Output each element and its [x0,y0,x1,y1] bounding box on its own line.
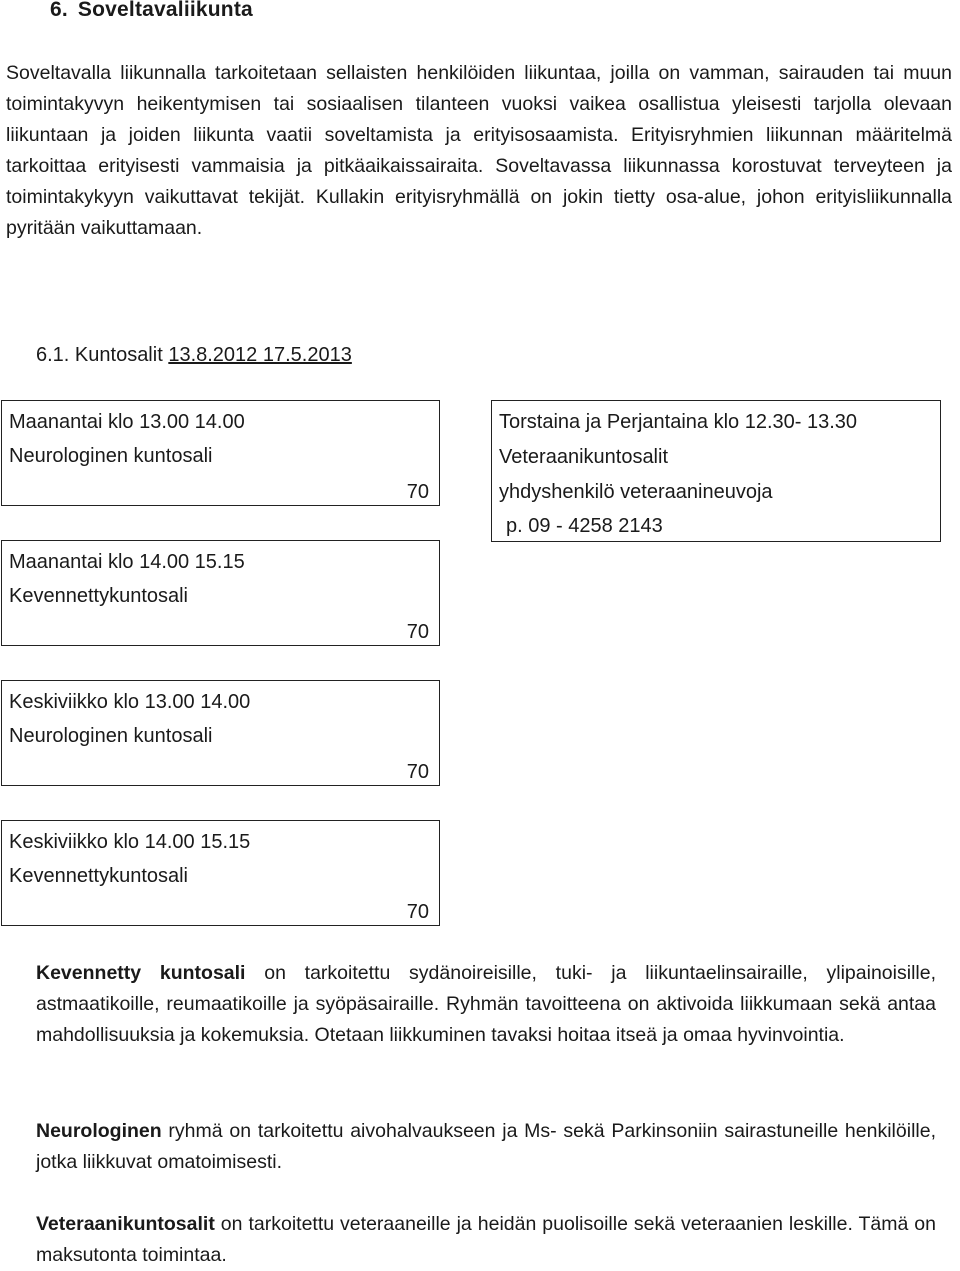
veterans-phone: p. 09 - 4258 2143 [506,515,663,537]
session-price: 70 [406,481,429,503]
subsection-date-range: 13.8.2012 17.5.2013 [168,344,352,366]
session-place: Kevennettykuntosali [9,865,189,887]
subsection-number: 6.1. [36,344,70,366]
session-price: 70 [406,621,429,643]
session-time: Maanantai klo 14.00 15.15 [9,551,245,573]
session-price: 70 [406,761,429,783]
veterans-box [491,400,941,542]
session-box [1,540,440,646]
veterans-time: Torstaina ja Perjantaina klo 12.30- 13.30 [499,411,858,433]
session-box [1,820,440,926]
veterans-place: Veteraanikuntosalit [499,446,669,468]
subsection-heading [36,343,352,367]
section-title: Soveltavaliikunta [77,0,253,21]
section-heading [50,0,253,22]
session-place: Neurologinen kuntosali [9,725,213,747]
description-term: Neurologinen [36,1120,162,1142]
intro-paragraph: Soveltavalla liikunnalla tarkoitetaan sellaisten henkilöiden liikuntaa, joilla on vamman, sairauden tai muun toimintakyvyn heikentymisen tai sosiaalisen tilanteen vuoksi vaikea osallistua yleisesti tarjolla olevaan liikuntaan ja joiden liikunta vaatii soveltamista ja erityisosaamista. Erityisryhmien liikunnan määritelmä tarkoittaa erityisesti vammaisia ja pitkäaikaissairaita. Soveltavassa liikunnassa korostuvat terveyteen ja toimintakykyyn vaikuttavat tekijät. Kullakin erityisryhmällä on jokin tietty osa-alue, johon erityisliikunnalla pyritään vaikuttamaan. [6,62,952,240]
session-place: Neurologinen kuntosali [9,445,213,467]
veterans-contact: yhdyshenkilö veteraanineuvoja [499,481,773,503]
session-box [1,680,440,786]
session-price: 70 [406,901,429,923]
description-veteraanikuntosalit [36,1209,936,1271]
session-time: Keskiviikko klo 13.00 14.00 [9,691,251,713]
description-text: on tarkoitettu veteraaneille ja heidän puolisoille sekä veteraanien leskille. Tämä on maksutonta toimintaa. [36,1213,936,1266]
description-neurologinen [36,1116,936,1178]
session-box [1,400,440,506]
session-place: Kevennettykuntosali [9,585,189,607]
session-time: Keskiviikko klo 14.00 15.15 [9,831,251,853]
section-number: 6. [50,0,68,21]
description-text: ryhmä on tarkoitettu aivohalvaukseen ja Ms- sekä Parkinsoniin sairastuneille henkilöille, jotka liikkuvat omatoimisesti. [36,1120,936,1173]
session-time: Maanantai klo 13.00 14.00 [9,411,245,433]
subsection-title: Kuntosalit [74,344,163,366]
description-term: Veteraanikuntosalit [36,1213,215,1235]
description-kevennetty [36,958,936,1051]
description-term: Kevennetty kuntosali [36,962,246,984]
description-text: on tarkoitettu sydänoireisille, tuki- ja liikuntaelinsairaille, ylipainoisille, astmaatikoille, reumaatikoille ja syöpäsairaille. Ryhmän tavoitteena on aktivoida liikkumaan sekä antaa mahdollisuuksia ja kokemuksia. Otetaan liikkuminen tavaksi hoitaa itseä ja omaa hyvinvointia. [36,962,936,1046]
